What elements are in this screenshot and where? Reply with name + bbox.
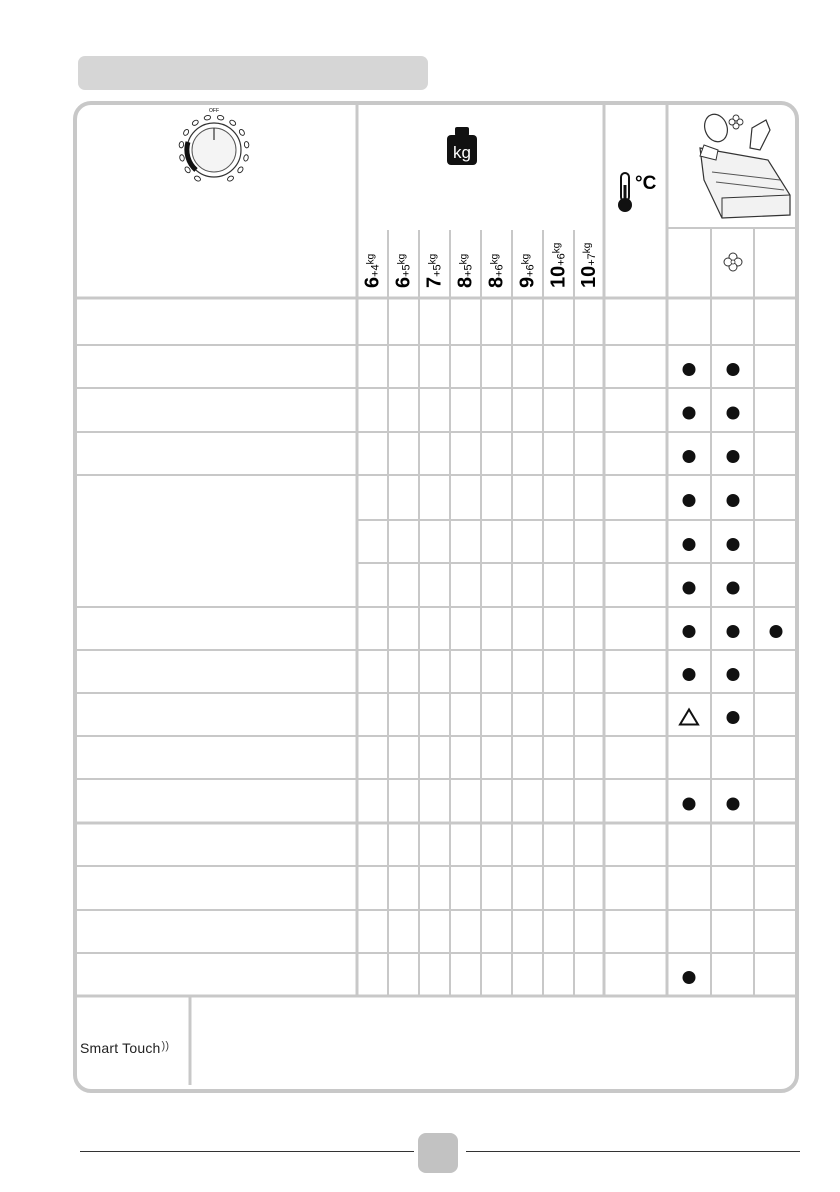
dial-position-dot xyxy=(191,119,199,126)
capacity-label-8: $10+7^{kg}$ xyxy=(578,242,600,288)
capacity-label-6: $9+6^{kg}$ xyxy=(516,253,539,288)
triangle-mark xyxy=(680,710,698,725)
dial-position-dot xyxy=(217,115,224,121)
dial-position-dot xyxy=(183,129,190,137)
dot-mark xyxy=(727,711,740,724)
dial-position-dot xyxy=(244,141,249,148)
dot-mark xyxy=(683,363,696,376)
dot-mark xyxy=(683,798,696,811)
dot-mark xyxy=(683,668,696,681)
weight-icon-label: kg xyxy=(453,143,471,162)
dot-mark xyxy=(727,625,740,638)
capacity-label-5: $8+6^{kg}$ xyxy=(485,253,508,288)
page-number-tab xyxy=(418,1133,458,1173)
smart-touch-text: Smart Touch xyxy=(80,1040,161,1056)
dot-mark xyxy=(727,798,740,811)
dot-mark xyxy=(683,407,696,420)
dial-position-dot xyxy=(179,154,185,161)
dot-mark xyxy=(727,538,740,551)
dot-mark xyxy=(683,494,696,507)
dispenser-marks xyxy=(680,363,783,984)
detergent-drawer-icon xyxy=(700,111,790,218)
footer-rule-right xyxy=(466,1151,800,1152)
softener-flower-icon xyxy=(729,115,743,129)
dial-position-dot xyxy=(237,166,244,174)
dot-mark xyxy=(683,625,696,638)
capacity-label-3: $7+5^{kg}$ xyxy=(423,253,446,288)
dot-mark xyxy=(727,363,740,376)
dial-position-dot xyxy=(194,175,202,182)
table-grid-lines xyxy=(77,105,795,1085)
capacity-label-2: $6+5^{kg}$ xyxy=(392,253,415,288)
weight-icon xyxy=(447,127,477,165)
dial-position-dot xyxy=(243,154,249,161)
dot-mark xyxy=(683,582,696,595)
dial-position-dot xyxy=(179,141,184,148)
svg-text:OFF: OFF xyxy=(209,108,219,114)
thermometer-icon xyxy=(618,173,657,212)
dot-mark xyxy=(683,538,696,551)
dot-mark xyxy=(727,450,740,463)
smart-touch-logo xyxy=(80,1040,169,1056)
dial-position-dot xyxy=(204,115,211,121)
program-dial-icon xyxy=(179,108,250,182)
dial-position-dot xyxy=(227,175,235,182)
capacity-label-4: $8+5^{kg}$ xyxy=(454,253,477,288)
dot-mark xyxy=(727,668,740,681)
softener-compartment-icon xyxy=(724,253,742,271)
dot-mark xyxy=(727,582,740,595)
dot-mark xyxy=(683,971,696,984)
capacity-label-7: $10+6^{kg}$ xyxy=(547,242,570,288)
nfc-wave-icon: )) xyxy=(161,1040,170,1052)
capacity-label-1: $6+4^{kg}$ xyxy=(361,253,384,288)
dot-mark xyxy=(727,407,740,420)
footer-rule-left xyxy=(80,1151,414,1152)
dot-mark xyxy=(683,450,696,463)
dial-position-dot xyxy=(229,119,237,126)
dial-position-dot xyxy=(238,129,245,137)
temperature-unit-label: °C xyxy=(635,173,657,194)
dot-mark xyxy=(727,494,740,507)
dot-mark xyxy=(770,625,783,638)
